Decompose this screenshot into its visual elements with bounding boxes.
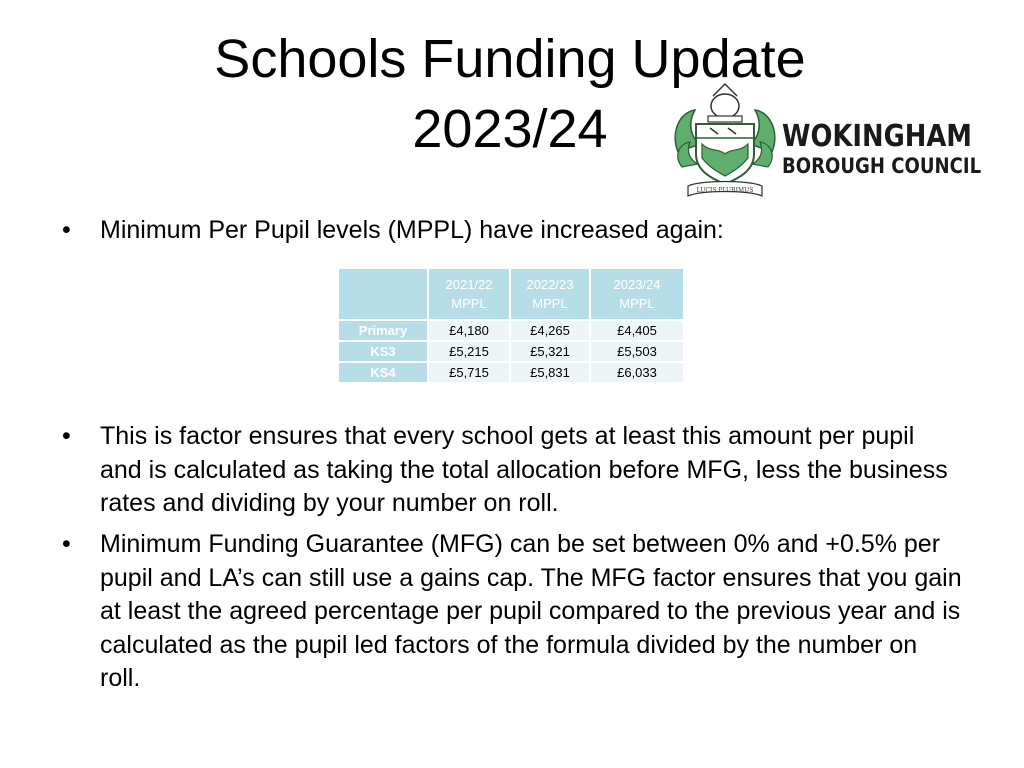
table-header-cell: 2023/24 MPPL bbox=[591, 269, 683, 319]
table-cell: £6,033 bbox=[591, 361, 683, 382]
mppl-table bbox=[337, 269, 685, 382]
bullet-marker: • bbox=[62, 530, 71, 558]
table-header-cell: 2021/22 MPPL bbox=[429, 269, 509, 319]
title-line-2: 2023/24 bbox=[412, 99, 608, 159]
council-name bbox=[782, 120, 1014, 178]
table-cell: £4,180 bbox=[429, 319, 509, 340]
table-cell: £5,831 bbox=[511, 361, 589, 382]
table-row bbox=[339, 361, 683, 382]
table-cell: £5,321 bbox=[511, 340, 589, 361]
bullet-text: Minimum Per Pupil levels (MPPL) have increased again: bbox=[100, 216, 724, 244]
table-cell: £4,265 bbox=[511, 319, 589, 340]
table-header-cell bbox=[339, 269, 427, 319]
table-cell: £5,715 bbox=[429, 361, 509, 382]
table-row bbox=[339, 340, 683, 361]
table-cell: £4,405 bbox=[591, 319, 683, 340]
table-header-row bbox=[339, 269, 683, 319]
coat-of-arms-icon bbox=[670, 82, 780, 202]
table-header-cell: 2022/23 MPPL bbox=[511, 269, 589, 319]
bullet-marker: • bbox=[62, 216, 71, 244]
table-cell: £5,215 bbox=[429, 340, 509, 361]
crest-motto: LUCIS PLURIMUS bbox=[696, 187, 754, 194]
row-label: KS3 bbox=[339, 340, 427, 361]
title-line-1: Schools Funding Update bbox=[214, 29, 806, 89]
bullet-text: This is factor ensures that every school gets at least this amount per pupil and is calculated as taking the total allocation before MFG, less the business rates and dividing by your number on roll. bbox=[100, 422, 948, 517]
council-name-line-2: BOROUGH COUNCIL bbox=[782, 154, 982, 178]
row-label: Primary bbox=[339, 319, 427, 340]
table-cell: £5,503 bbox=[591, 340, 683, 361]
bullet-text: Minimum Funding Guarantee (MFG) can be set between 0% and +0.5% per pupil and LA’s can still use a gains cap. The MFG factor ensures that you gain at least the agreed percentage per pupil compared to the previous year and is calculated as the pupil led factors of the formula divided by the number on roll. bbox=[100, 530, 962, 692]
row-label: KS4 bbox=[339, 361, 427, 382]
bullet-marker: • bbox=[62, 422, 71, 450]
council-logo bbox=[670, 82, 980, 202]
table-row bbox=[339, 319, 683, 340]
council-name-line-1: WOKINGHAM bbox=[782, 119, 972, 154]
